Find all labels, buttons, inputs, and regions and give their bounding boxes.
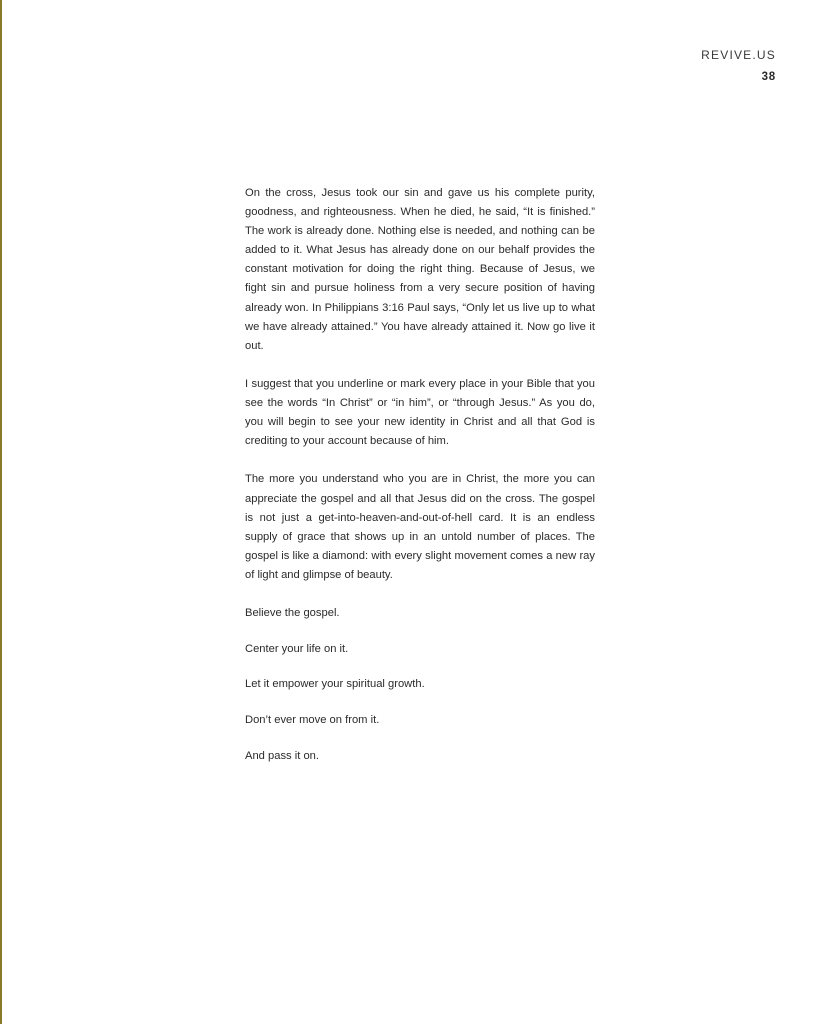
site-name: REVIVE.US bbox=[701, 48, 776, 62]
page-edge bbox=[0, 0, 2, 1024]
line-pass-on: And pass it on. bbox=[245, 749, 320, 762]
line-move-on: Don’t ever move on from it. bbox=[245, 714, 380, 727]
line-empower: Let it empower your spiritual growth. bbox=[245, 678, 425, 691]
page-number: 38 bbox=[761, 71, 776, 83]
body-text bbox=[245, 184, 595, 783]
line-believe: Believe the gospel. bbox=[245, 607, 340, 620]
running-header bbox=[701, 47, 776, 85]
paragraph-cross: On the cross, Jesus took our sin and gave us his complete purity, goodness, and righteousness. When he died, he said, “It is finished.” The work is already done. Nothing else is needed, and nothing can be added to it. What Jesus has already done on our behalf provides the constant motivation for doing the right thing. Because of Jesus, we fight sin and pursue holiness from a very secure position of having already won. In Philippians 3:16 Paul says, “Only let us live up to what we have already attained.” You have already attained it. Now go live it out. bbox=[245, 187, 595, 352]
paragraph-gospel: The more you understand who you are in Christ, the more you can appreciate the gospel and all that Jesus did on the cross. The gospel is not just a get-into-heaven-and-out-of-hell card. It is an endless supply of grace that shows up in an untold number of places. The gospel is like a diamond: with every slight movement comes a new ray of light and glimpse of beauty. bbox=[245, 473, 595, 581]
paragraph-underline: I suggest that you underline or mark every place in your Bible that you see the words “In Christ” or “in him”, or “through Jesus.” As you do, you will begin to see your new identity in Christ and all that God is crediting to your account because of him. bbox=[245, 377, 595, 448]
line-center: Center your life on it. bbox=[245, 642, 349, 655]
